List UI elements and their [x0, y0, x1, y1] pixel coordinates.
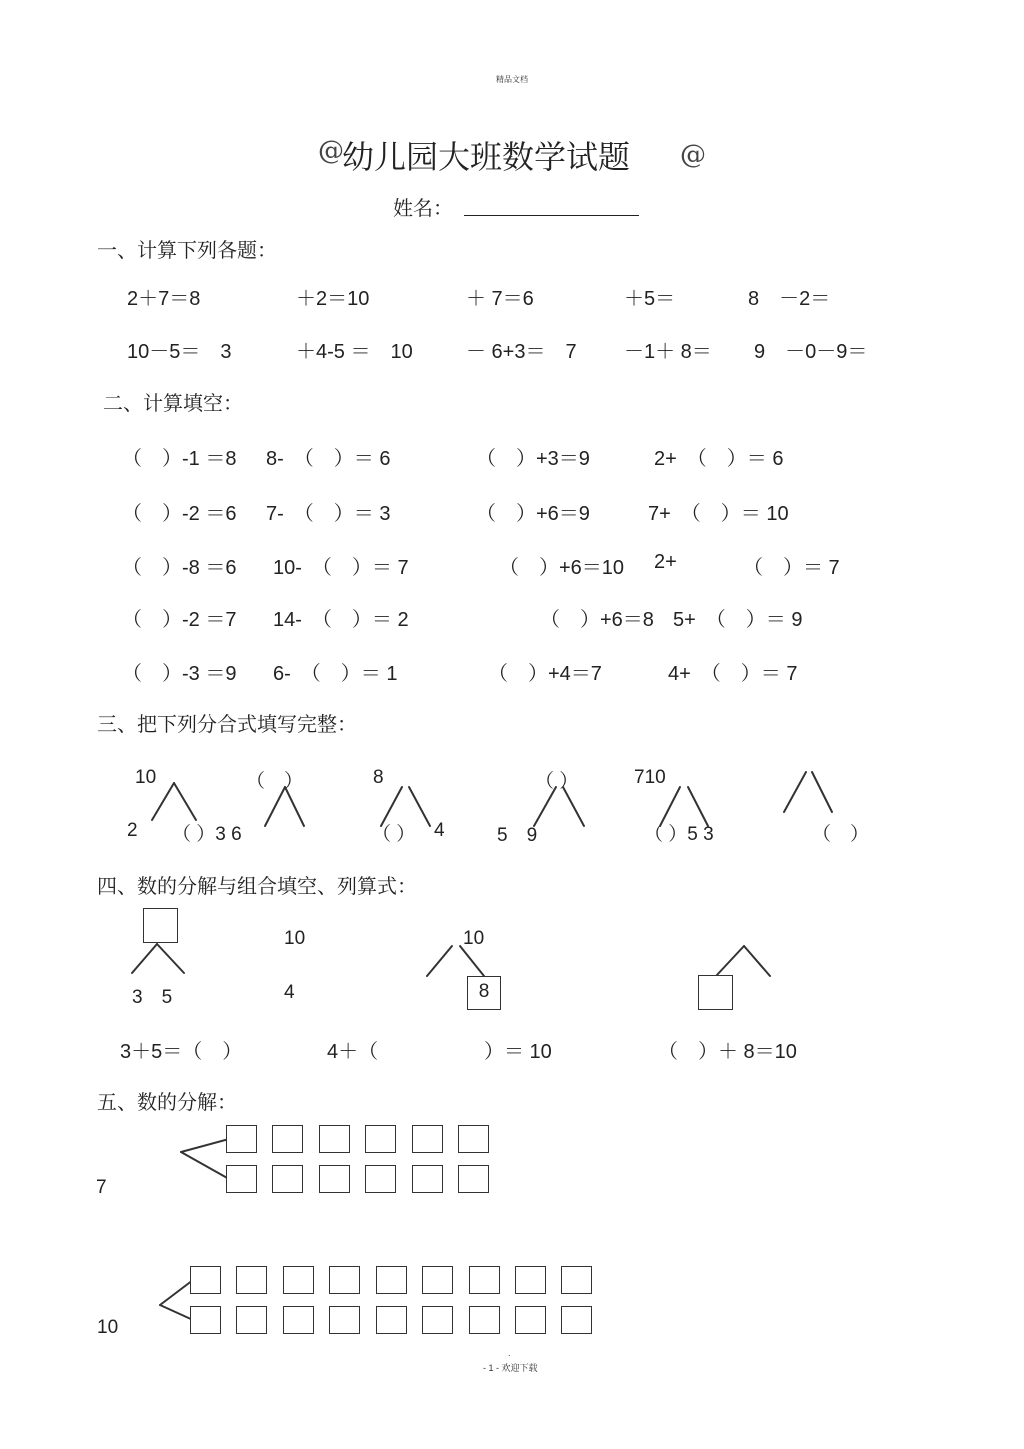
section1-heading: 一、计算下列各题： [97, 238, 277, 262]
s3-bottom-4: 4 [434, 820, 445, 841]
s2-r4-c3: （ ）+6＝8 [540, 609, 654, 631]
s5-box[interactable] [226, 1165, 257, 1193]
s2-r1-c4: 2+ （ ）＝ 6 [654, 448, 784, 470]
s2-r3-c2: 10- （ ）＝ 7 [273, 557, 409, 579]
s4-top-box[interactable] [143, 908, 178, 943]
section3-heading: 三、把下列分合式填写完整： [97, 712, 357, 736]
s4-box-8: 8 [467, 976, 501, 1010]
s2-r3-c5: （ ）＝ 7 [743, 557, 840, 579]
s5-box[interactable] [458, 1165, 489, 1193]
s3-bottom-3: （ ） [372, 824, 416, 845]
s5-box[interactable] [319, 1125, 350, 1153]
s4-eq-1: 3＋5＝（ ） [120, 1041, 243, 1063]
s1-r2-c3: － 6+3＝ 7 [466, 341, 577, 363]
page-title: 幼儿园大班数学试题 [342, 138, 631, 176]
s5-box[interactable] [376, 1266, 407, 1294]
s2-r5-c3: （ ）+4＝7 [488, 663, 602, 685]
s3-top-4: （ ） [535, 771, 579, 792]
s2-r3-c1: （ ）-8 ＝6 [122, 557, 237, 579]
s5-box[interactable] [561, 1266, 592, 1294]
s5-box[interactable] [422, 1306, 453, 1334]
s5-box[interactable] [272, 1125, 303, 1153]
s2-r2-c4: 7+ （ ）＝ 10 [648, 503, 789, 525]
s5-box[interactable] [283, 1306, 314, 1334]
s1-r1-c2: ＋2＝10 [296, 288, 370, 310]
s2-r4-c4: 5+ （ ）＝ 9 [673, 609, 803, 631]
s2-r1-c3: （ ）+3＝9 [476, 448, 590, 470]
s2-r3-c3: （ ）+6＝10 [499, 557, 625, 579]
s4-answer-box[interactable] [698, 975, 733, 1010]
s4-label-10b: 10 [463, 928, 485, 949]
s4-eq-2a: 4＋（ [327, 1041, 379, 1063]
swirl-left-icon: @ [318, 136, 344, 166]
s5-box[interactable] [469, 1306, 500, 1334]
s1-r2-c1: 10－5＝ 3 [127, 341, 232, 363]
s2-r3-c4: 2+ [654, 551, 677, 573]
s2-r5-c4: 4+ （ ）＝ 7 [668, 663, 798, 685]
s5-box[interactable] [190, 1306, 221, 1334]
s5-box[interactable] [329, 1306, 360, 1334]
s5-box[interactable] [329, 1266, 360, 1294]
s1-r1-c4: ＋5＝ [624, 288, 676, 310]
s3-top-5: 710 [634, 767, 666, 788]
s5-box[interactable] [469, 1266, 500, 1294]
s4-label-4: 4 [284, 982, 295, 1003]
s5-box[interactable] [272, 1165, 303, 1193]
s5-item-10: 10 [97, 1317, 119, 1338]
s5-box[interactable] [365, 1125, 396, 1153]
s2-r2-c2: 7- （ ）＝ 3 [266, 503, 391, 525]
s5-box[interactable] [422, 1266, 453, 1294]
s1-r2-c4: －1＋ 8＝ [624, 341, 712, 363]
s5-item-7: 7 [96, 1177, 107, 1198]
section4-heading: 四、数的分解与组合填空、列算式： [97, 874, 417, 898]
s2-r1-c2: 8- （ ）＝ 6 [266, 448, 391, 470]
s5-box[interactable] [376, 1306, 407, 1334]
footer-dot: . [508, 1348, 511, 1358]
s3-bottom-5: 5 9 [497, 825, 538, 846]
s5-box[interactable] [515, 1306, 546, 1334]
s5-box[interactable] [283, 1266, 314, 1294]
s3-top-3: 8 [373, 767, 384, 788]
s5-box[interactable] [236, 1306, 267, 1334]
s3-bottom-7: （ ） [812, 824, 870, 845]
section5-heading: 五、数的分解： [97, 1090, 237, 1114]
s2-r4-c1: （ ）-2 ＝7 [122, 609, 237, 631]
s2-r2-c1: （ ）-2 ＝6 [122, 503, 237, 525]
s2-r5-c1: （ ）-3 ＝9 [122, 663, 237, 685]
s1-r1-c3: ＋ 7＝6 [466, 288, 534, 310]
swirl-right-icon: @ [680, 140, 706, 170]
section2-heading: 二、计算填空： [103, 391, 243, 415]
s5-box[interactable] [458, 1125, 489, 1153]
s1-r2-c2: ＋4-5 ＝ 10 [296, 341, 413, 363]
s5-box[interactable] [515, 1266, 546, 1294]
s2-r2-c3: （ ）+6＝9 [476, 503, 590, 525]
s3-bottom-6: （ ）5 3 [644, 824, 714, 845]
s5-box[interactable] [226, 1125, 257, 1153]
s5-box[interactable] [319, 1165, 350, 1193]
page-footer: - 1 - 欢迎下载 [483, 1363, 538, 1373]
s5-box[interactable] [236, 1266, 267, 1294]
s1-r2-c5: 9 －0－9＝ [754, 341, 868, 363]
s5-box[interactable] [561, 1306, 592, 1334]
s2-r5-c2: 6- （ ）＝ 1 [273, 663, 398, 685]
s4-eq-2b: ）＝ 10 [484, 1041, 552, 1063]
s3-bottom-2: （ ）3 6 [172, 824, 242, 845]
s1-r1-c5: 8 －2＝ [748, 288, 831, 310]
page-header: 精品文档 [496, 75, 528, 84]
s5-box[interactable] [412, 1125, 443, 1153]
s1-r1-c1: 2＋7＝8 [127, 288, 201, 310]
s2-r4-c2: 14- （ ）＝ 2 [273, 609, 409, 631]
s4-eq-3: （ ）＋ 8＝10 [658, 1041, 797, 1063]
s5-box[interactable] [190, 1266, 221, 1294]
s5-box[interactable] [412, 1165, 443, 1193]
s4-label-10a: 10 [284, 928, 306, 949]
s3-top-2: （ ） [246, 771, 304, 792]
s3-top-1: 10 [135, 767, 157, 788]
s3-bottom-1: 2 [127, 820, 138, 841]
s2-r1-c1: （ ）-1 ＝8 [122, 448, 237, 470]
s4-label-3-5: 3 5 [132, 987, 173, 1008]
s5-box[interactable] [365, 1165, 396, 1193]
name-label: 姓名： [393, 196, 453, 220]
